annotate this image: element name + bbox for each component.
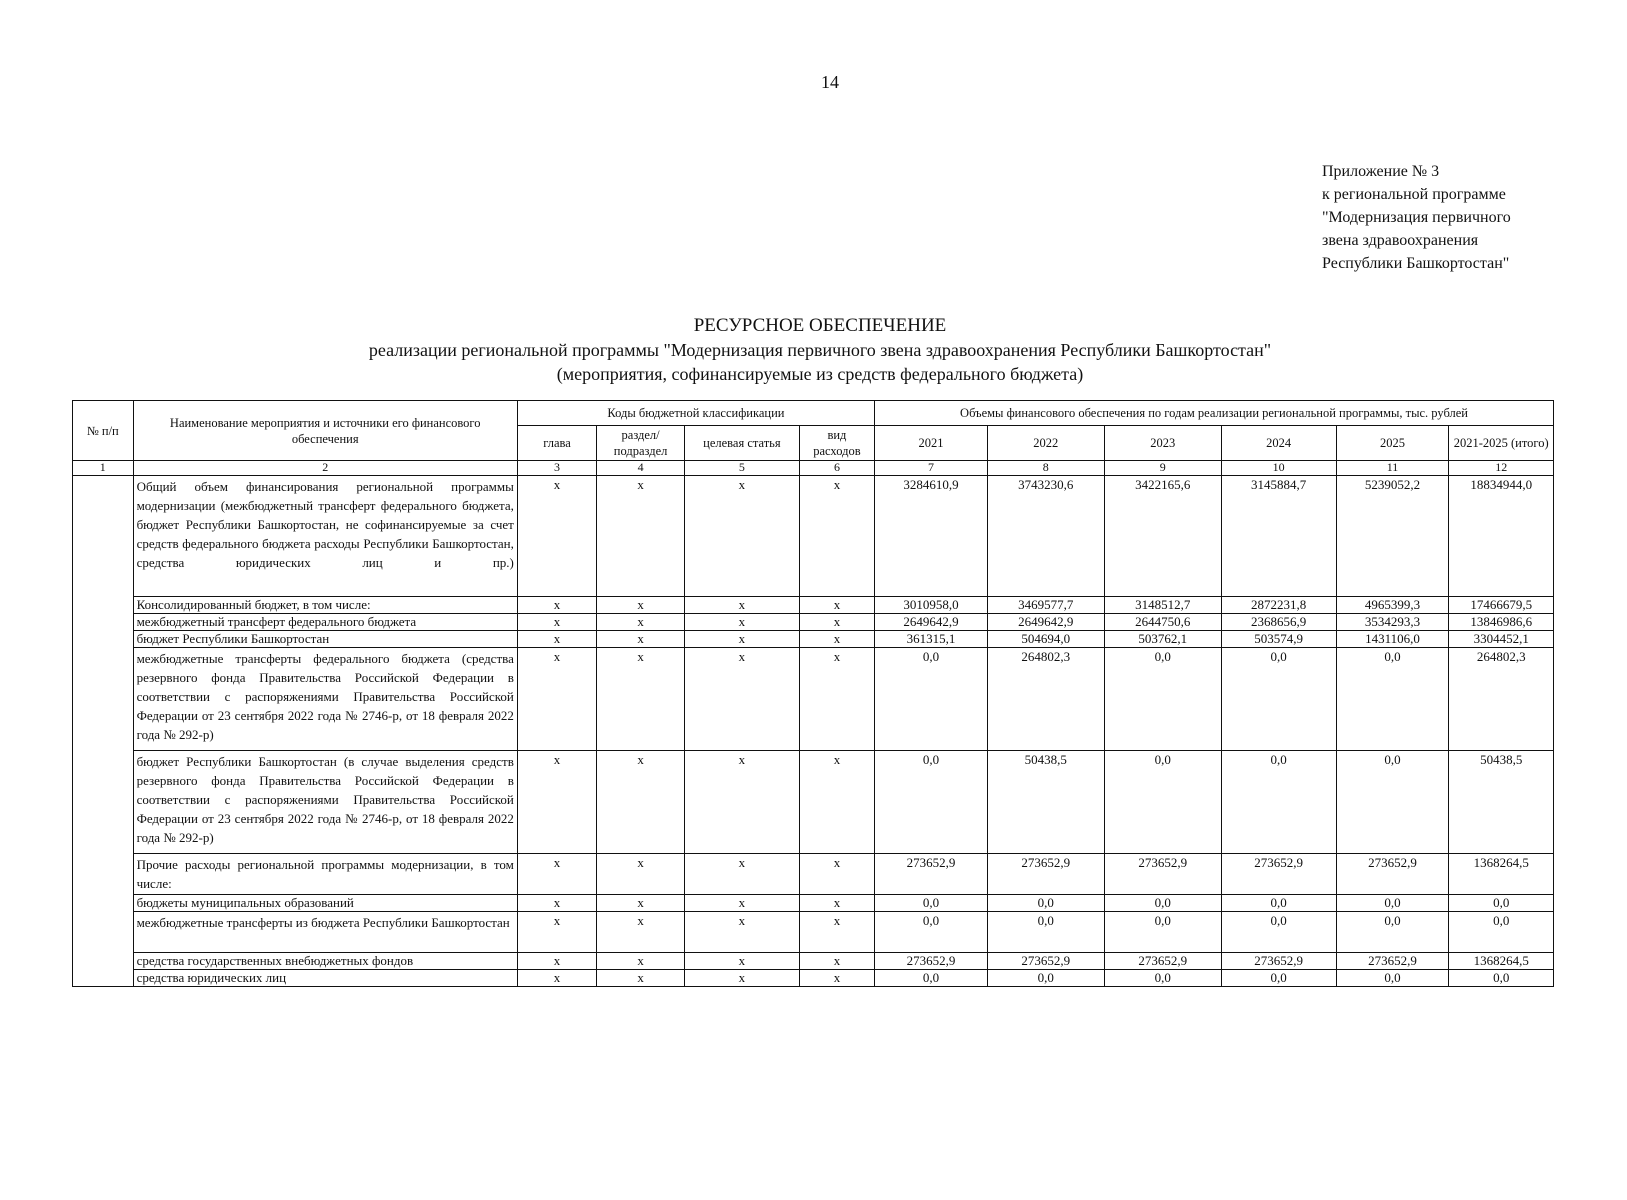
appendix-line: Республики Башкортостан" bbox=[1322, 255, 1510, 272]
value-2025: 4965399,3 bbox=[1336, 597, 1449, 614]
code-glava: x bbox=[517, 854, 596, 895]
value-total: 18834944,0 bbox=[1449, 476, 1554, 597]
appendix-line: звена здравоохранения bbox=[1322, 232, 1479, 249]
code-razdel: x bbox=[597, 953, 685, 970]
value-2021: 273652,9 bbox=[875, 953, 988, 970]
value-2023: 2644750,6 bbox=[1104, 614, 1221, 631]
table-row bbox=[73, 614, 1554, 631]
code-vid: x bbox=[799, 751, 874, 854]
code-razdel: x bbox=[597, 614, 685, 631]
title-main: РЕСУРСНОЕ ОБЕСПЕЧЕНИЕ bbox=[693, 315, 947, 336]
value-2022: 504694,0 bbox=[987, 631, 1104, 648]
code-vid: x bbox=[799, 614, 874, 631]
row-name: Общий объем финансирования региональной программы модернизации (межбюджетный трансферт федерального бюджета, бюджет Республики Башкортостан, не софинансируемые за счет средств федерального бюджета расходы Республики Башкортостан, средства юридических лиц и пр.) bbox=[133, 476, 517, 597]
code-glava: x bbox=[517, 970, 596, 987]
code-vid: x bbox=[799, 854, 874, 895]
code-vid: x bbox=[799, 895, 874, 912]
column-number: 10 bbox=[1221, 461, 1336, 476]
title-subtitle: реализации региональной программы "Модернизация первичного звена здравоохранения Республики Башкортостан" bbox=[368, 340, 1272, 360]
value-total: 0,0 bbox=[1449, 895, 1554, 912]
column-number-row bbox=[73, 461, 1554, 476]
value-2023: 273652,9 bbox=[1104, 854, 1221, 895]
column-number: 1 bbox=[73, 461, 134, 476]
row-name: межбюджетные трансферты федерального бюджета (средства резервного фонда Правительства Российской Федерации в соответствии с распоряжениями Правительства Российской Федерации от 23 сентября 2022 года № 2746-р, от 18 февраля 2022 года № 292-р) bbox=[133, 648, 517, 751]
value-total: 1368264,5 bbox=[1449, 953, 1554, 970]
table-row bbox=[73, 476, 1554, 597]
code-stat: x bbox=[684, 970, 799, 987]
code-vid: x bbox=[799, 631, 874, 648]
resource-table bbox=[72, 400, 1554, 987]
table-row bbox=[73, 895, 1554, 912]
appendix-line: к региональной программе bbox=[1322, 186, 1506, 203]
code-stat: x bbox=[684, 476, 799, 597]
value-total: 13846986,6 bbox=[1449, 614, 1554, 631]
column-number: 9 bbox=[1104, 461, 1221, 476]
header-vid: вид расходов bbox=[799, 426, 874, 461]
table-row bbox=[73, 953, 1554, 970]
value-2024: 2368656,9 bbox=[1221, 614, 1336, 631]
value-2021: 2649642,9 bbox=[875, 614, 988, 631]
value-2021: 0,0 bbox=[875, 751, 988, 854]
value-2024: 3145884,7 bbox=[1221, 476, 1336, 597]
title-subtitle-note: (мероприятия, софинансируемые из средств федерального бюджета) bbox=[556, 364, 1084, 384]
code-glava: x bbox=[517, 614, 596, 631]
column-number: 7 bbox=[875, 461, 988, 476]
value-total: 1368264,5 bbox=[1449, 854, 1554, 895]
code-razdel: x bbox=[597, 895, 685, 912]
code-stat: x bbox=[684, 648, 799, 751]
code-stat: x bbox=[684, 912, 799, 953]
value-2022: 3743230,6 bbox=[987, 476, 1104, 597]
value-2023: 0,0 bbox=[1104, 895, 1221, 912]
header-year-2025: 2025 bbox=[1336, 426, 1449, 461]
value-2022: 3469577,7 bbox=[987, 597, 1104, 614]
value-total: 0,0 bbox=[1449, 970, 1554, 987]
value-2025: 3534293,3 bbox=[1336, 614, 1449, 631]
value-2024: 0,0 bbox=[1221, 751, 1336, 854]
value-2023: 0,0 bbox=[1104, 751, 1221, 854]
code-glava: x bbox=[517, 895, 596, 912]
value-2022: 264802,3 bbox=[987, 648, 1104, 751]
column-number: 8 bbox=[987, 461, 1104, 476]
code-stat: x bbox=[684, 895, 799, 912]
value-2025: 0,0 bbox=[1336, 751, 1449, 854]
header-name: Наименование мероприятия и источники его финансового обеспечения bbox=[133, 401, 517, 461]
value-2023: 273652,9 bbox=[1104, 953, 1221, 970]
value-2022: 50438,5 bbox=[987, 751, 1104, 854]
header-year-2021: 2021 bbox=[875, 426, 988, 461]
table-row bbox=[73, 648, 1554, 751]
row-name: бюджет Республики Башкортостан (в случае выделения средств резервного фонда Правительства Российской Федерации в соответствии с распоряжениями Правительства Российской Федерации от 23 сентября 2022 года № 2746-р, от 18 февраля 2022 года № 292-р) bbox=[133, 751, 517, 854]
column-number: 6 bbox=[799, 461, 874, 476]
code-glava: x bbox=[517, 597, 596, 614]
value-total: 17466679,5 bbox=[1449, 597, 1554, 614]
code-stat: x bbox=[684, 953, 799, 970]
value-2023: 0,0 bbox=[1104, 912, 1221, 953]
code-razdel: x bbox=[597, 631, 685, 648]
value-2025: 0,0 bbox=[1336, 648, 1449, 751]
appendix-line: "Модернизация первичного bbox=[1322, 209, 1511, 226]
table-row bbox=[73, 751, 1554, 854]
value-2025: 1431106,0 bbox=[1336, 631, 1449, 648]
code-glava: x bbox=[517, 751, 596, 854]
value-2024: 0,0 bbox=[1221, 648, 1336, 751]
value-2023: 0,0 bbox=[1104, 648, 1221, 751]
value-2024: 0,0 bbox=[1221, 912, 1336, 953]
code-vid: x bbox=[799, 970, 874, 987]
header-total: 2021-2025 (итого) bbox=[1449, 426, 1554, 461]
value-total: 0,0 bbox=[1449, 912, 1554, 953]
value-2022: 0,0 bbox=[987, 970, 1104, 987]
column-number: 2 bbox=[133, 461, 517, 476]
value-2024: 273652,9 bbox=[1221, 854, 1336, 895]
value-2023: 0,0 bbox=[1104, 970, 1221, 987]
value-2021: 0,0 bbox=[875, 912, 988, 953]
code-stat: x bbox=[684, 597, 799, 614]
page-number: 14 bbox=[821, 72, 839, 92]
code-glava: x bbox=[517, 912, 596, 953]
header-glava: глава bbox=[517, 426, 596, 461]
value-total: 50438,5 bbox=[1449, 751, 1554, 854]
value-2025: 273652,9 bbox=[1336, 953, 1449, 970]
code-vid: x bbox=[799, 476, 874, 597]
header-year-2022: 2022 bbox=[987, 426, 1104, 461]
value-2025: 5239052,2 bbox=[1336, 476, 1449, 597]
column-number: 5 bbox=[684, 461, 799, 476]
header-stat: целевая статья bbox=[684, 426, 799, 461]
code-stat: x bbox=[684, 631, 799, 648]
value-2025: 0,0 bbox=[1336, 912, 1449, 953]
value-2021: 273652,9 bbox=[875, 854, 988, 895]
code-razdel: x bbox=[597, 854, 685, 895]
row-name: бюджеты муниципальных образований bbox=[133, 895, 517, 912]
value-2024: 2872231,8 bbox=[1221, 597, 1336, 614]
header-year-2024: 2024 bbox=[1221, 426, 1336, 461]
header-num: № п/п bbox=[73, 401, 134, 461]
appendix-line: Приложение № 3 bbox=[1322, 163, 1440, 180]
code-glava: x bbox=[517, 631, 596, 648]
column-number: 11 bbox=[1336, 461, 1449, 476]
table-row bbox=[73, 912, 1554, 953]
value-2021: 0,0 bbox=[875, 648, 988, 751]
value-2024: 0,0 bbox=[1221, 970, 1336, 987]
value-2023: 3148512,7 bbox=[1104, 597, 1221, 614]
value-2022: 2649642,9 bbox=[987, 614, 1104, 631]
code-razdel: x bbox=[597, 751, 685, 854]
value-2024: 503574,9 bbox=[1221, 631, 1336, 648]
code-razdel: x bbox=[597, 648, 685, 751]
row-name: средства государственных внебюджетных фондов bbox=[133, 953, 517, 970]
table-row bbox=[73, 631, 1554, 648]
row-name: Консолидированный бюджет, в том числе: bbox=[133, 597, 517, 614]
value-2025: 273652,9 bbox=[1336, 854, 1449, 895]
row-name: бюджет Республики Башкортостан bbox=[133, 631, 517, 648]
value-2024: 273652,9 bbox=[1221, 953, 1336, 970]
table-row bbox=[73, 854, 1554, 895]
value-2024: 0,0 bbox=[1221, 895, 1336, 912]
header-razdel: раздел/ подраздел bbox=[597, 426, 685, 461]
row-name: средства юридических лиц bbox=[133, 970, 517, 987]
value-2021: 3010958,0 bbox=[875, 597, 988, 614]
row-name: Прочие расходы региональной программы модернизации, в том числе: bbox=[133, 854, 517, 895]
code-vid: x bbox=[799, 648, 874, 751]
value-2023: 503762,1 bbox=[1104, 631, 1221, 648]
code-razdel: x bbox=[597, 476, 685, 597]
code-razdel: x bbox=[597, 970, 685, 987]
column-number: 4 bbox=[597, 461, 685, 476]
row-name: межбюджетные трансферты из бюджета Республики Башкортостан bbox=[133, 912, 517, 953]
value-2021: 361315,1 bbox=[875, 631, 988, 648]
appendix-note bbox=[1322, 160, 1622, 275]
value-total: 264802,3 bbox=[1449, 648, 1554, 751]
code-razdel: x bbox=[597, 912, 685, 953]
value-2023: 3422165,6 bbox=[1104, 476, 1221, 597]
code-stat: x bbox=[684, 614, 799, 631]
value-2021: 0,0 bbox=[875, 895, 988, 912]
header-year-2023: 2023 bbox=[1104, 426, 1221, 461]
value-2022: 0,0 bbox=[987, 912, 1104, 953]
value-2025: 0,0 bbox=[1336, 895, 1449, 912]
value-2022: 273652,9 bbox=[987, 953, 1104, 970]
column-number: 12 bbox=[1449, 461, 1554, 476]
code-glava: x bbox=[517, 648, 596, 751]
code-glava: x bbox=[517, 476, 596, 597]
code-glava: x bbox=[517, 953, 596, 970]
table-row bbox=[73, 970, 1554, 987]
value-2025: 0,0 bbox=[1336, 970, 1449, 987]
num-cell bbox=[73, 476, 134, 987]
code-vid: x bbox=[799, 912, 874, 953]
code-vid: x bbox=[799, 597, 874, 614]
value-2021: 0,0 bbox=[875, 970, 988, 987]
value-2022: 273652,9 bbox=[987, 854, 1104, 895]
code-stat: x bbox=[684, 854, 799, 895]
value-total: 3304452,1 bbox=[1449, 631, 1554, 648]
code-stat: x bbox=[684, 751, 799, 854]
document-title bbox=[80, 314, 1560, 386]
table-row bbox=[73, 597, 1554, 614]
code-vid: x bbox=[799, 953, 874, 970]
value-2022: 0,0 bbox=[987, 895, 1104, 912]
code-razdel: x bbox=[597, 597, 685, 614]
column-number: 3 bbox=[517, 461, 596, 476]
row-name: межбюджетный трансферт федерального бюджета bbox=[133, 614, 517, 631]
header-volumes: Объемы финансового обеспечения по годам реализации региональной программы, тыс. рублей bbox=[875, 401, 1554, 426]
value-2021: 3284610,9 bbox=[875, 476, 988, 597]
header-codes: Коды бюджетной классификации bbox=[517, 401, 874, 426]
